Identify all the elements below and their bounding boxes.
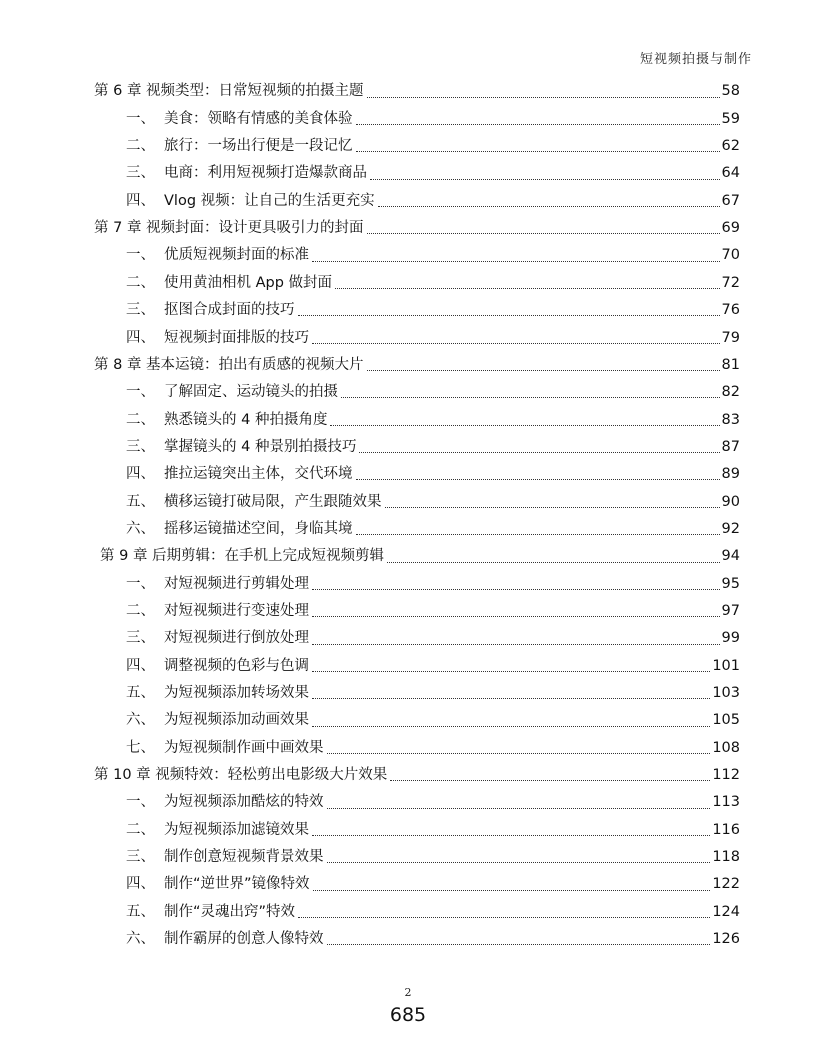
dot-leader: [327, 861, 711, 863]
toc-page-number: 118: [712, 849, 740, 866]
dot-leader: [312, 260, 720, 262]
toc-page-number: 87: [721, 438, 740, 455]
toc-page-number: 124: [712, 903, 740, 920]
dot-leader: [298, 916, 710, 918]
toc-section-number: 二、: [126, 821, 155, 838]
dot-leader: [312, 834, 710, 836]
toc-section-title: 调整视频的色彩与色调: [164, 657, 309, 674]
dot-leader: [370, 178, 720, 180]
toc-section-title: 为短视频添加动画效果: [164, 712, 309, 729]
toc-chapter-title: 第 8 章 基本运镜：拍出有质感的视频大片: [94, 356, 364, 373]
running-header: 短视频拍摄与制作: [639, 52, 752, 67]
toc-section-row[interactable]: [0, 105, 816, 132]
toc-page-number: 94: [721, 548, 740, 565]
toc-section-title: 制作创意短视频背景效果: [164, 849, 324, 866]
toc-page-number: 83: [721, 411, 740, 428]
toc-chapter-title: 第 7 章 视频封面：设计更具吸引力的封面: [94, 220, 364, 237]
toc-section-title: 熟悉镜头的 4 种拍摄角度: [164, 411, 328, 428]
toc-page-number: 112: [712, 767, 740, 784]
toc-section-title: 抠图合成封面的技巧: [164, 302, 295, 319]
toc-section-number: 五、: [126, 493, 155, 510]
toc-section-title: 制作“灵魂出窍”特效: [164, 903, 296, 920]
dot-leader: [359, 451, 719, 453]
toc-section-title: 为短视频制作画中画效果: [164, 739, 324, 756]
toc-section-title: 电商：利用短视频打造爆款商品: [164, 165, 367, 182]
toc-page-number: 58: [721, 83, 740, 100]
toc-section-number: 三、: [126, 165, 155, 182]
dot-leader: [313, 889, 711, 891]
toc-section-number: 四、: [126, 192, 155, 209]
dot-leader: [378, 205, 720, 207]
toc-section-row[interactable]: [0, 461, 816, 488]
toc-section-title: 掌握镜头的 4 种景别拍摄技巧: [164, 438, 357, 455]
toc-page-number: 67: [721, 192, 740, 209]
toc-section-row[interactable]: [0, 133, 816, 160]
toc-page-number: 81: [721, 356, 740, 373]
dot-leader: [312, 725, 710, 727]
toc-section-number: 二、: [126, 602, 155, 619]
toc-page-number: 79: [721, 329, 740, 346]
toc-section-number: 六、: [126, 520, 155, 537]
dot-leader: [367, 369, 720, 371]
toc-page-number: 59: [721, 110, 740, 127]
dot-leader: [356, 150, 720, 152]
toc-section-number: 六、: [126, 712, 155, 729]
toc-chapter-title: 第 10 章 视频特效：轻松剪出电影级大片效果: [94, 767, 388, 784]
toc-section-row[interactable]: [0, 269, 816, 296]
toc-section-row[interactable]: [0, 433, 816, 460]
toc-section-row[interactable]: [0, 926, 816, 953]
toc-section-row[interactable]: [0, 652, 816, 679]
toc-section-number: 四、: [126, 329, 155, 346]
toc-section-row[interactable]: [0, 844, 816, 871]
toc-section-row[interactable]: [0, 570, 816, 597]
toc-section-row[interactable]: [0, 160, 816, 187]
toc-page-number: 64: [721, 165, 740, 182]
toc-page-number: 101: [712, 657, 740, 674]
toc-section-title: 旅行：一场出行便是一段记忆: [164, 138, 353, 155]
toc-section-title: 使用黄油相机 App 做封面: [164, 274, 333, 291]
toc-section-number: 四、: [126, 657, 155, 674]
toc-page-number: 76: [721, 302, 740, 319]
dot-leader: [312, 670, 710, 672]
dot-leader: [327, 752, 711, 754]
dot-leader: [327, 943, 711, 945]
dot-leader: [356, 533, 720, 535]
toc-section-title: 美食：领略有情感的美食体验: [164, 110, 353, 127]
toc-section-number: 三、: [126, 438, 155, 455]
toc-section-row[interactable]: [0, 488, 816, 515]
toc-section-row[interactable]: [0, 379, 816, 406]
dot-leader: [312, 615, 720, 617]
toc-section-row[interactable]: [0, 324, 816, 351]
toc-page-number: 92: [721, 520, 740, 537]
toc-section-title: 了解固定、运动镜头的拍摄: [164, 384, 338, 401]
dot-leader: [298, 314, 720, 316]
toc-section-row[interactable]: [0, 187, 816, 214]
toc-section-number: 一、: [126, 110, 155, 127]
toc-section-row[interactable]: [0, 789, 816, 816]
toc-section-title: 短视频封面排版的技巧: [164, 329, 309, 346]
toc-section-number: 三、: [126, 849, 155, 866]
dot-leader: [327, 807, 711, 809]
toc-page-number: 89: [721, 466, 740, 483]
toc-page-number: 99: [721, 630, 740, 647]
toc-section-title: 为短视频添加滤镜效果: [164, 821, 309, 838]
toc-section-title: 为短视频添加酷炫的特效: [164, 794, 324, 811]
toc-section-number: 四、: [126, 466, 155, 483]
dot-leader: [330, 424, 719, 426]
toc-section-number: 二、: [126, 138, 155, 155]
dot-leader: [312, 697, 710, 699]
toc-section-number: 一、: [126, 794, 155, 811]
dot-leader: [367, 232, 720, 234]
dot-leader: [387, 561, 719, 563]
dot-leader: [312, 588, 720, 590]
dot-leader: [335, 287, 720, 289]
toc-chapter-title: 第 6 章 视频类型：日常短视频的拍摄主题: [94, 83, 364, 100]
toc-section-number: 六、: [126, 931, 155, 948]
toc-section-row[interactable]: [0, 680, 816, 707]
toc-section-title: 优质短视频封面的标准: [164, 247, 309, 264]
toc-section-number: 二、: [126, 411, 155, 428]
toc-section-row[interactable]: [0, 816, 816, 843]
toc-section-number: 四、: [126, 876, 155, 893]
table-of-contents: [0, 78, 816, 953]
toc-page-number: 62: [721, 138, 740, 155]
page-number-small: 2: [404, 986, 412, 999]
toc-page-number: 113: [712, 794, 740, 811]
toc-chapter-row[interactable]: [0, 762, 816, 789]
toc-section-title: 制作霸屏的创意人像特效: [164, 931, 324, 948]
toc-page-number: 97: [721, 602, 740, 619]
toc-section-number: 一、: [126, 575, 155, 592]
toc-section-title: Vlog 视频：让自己的生活更充实: [164, 192, 375, 209]
dot-leader: [312, 643, 720, 645]
dot-leader: [356, 478, 720, 480]
toc-section-title: 摇移运镜描述空间，身临其境: [164, 520, 353, 537]
toc-page-number: 82: [721, 384, 740, 401]
toc-section-row[interactable]: [0, 871, 816, 898]
toc-section-row[interactable]: [0, 707, 816, 734]
dot-leader: [356, 123, 720, 125]
toc-section-row[interactable]: [0, 242, 816, 269]
toc-section-title: 为短视频添加转场效果: [164, 684, 309, 701]
toc-page-number: 70: [721, 247, 740, 264]
toc-section-number: 一、: [126, 384, 155, 401]
toc-section-number: 二、: [126, 274, 155, 291]
dot-leader: [385, 506, 720, 508]
toc-page-number: 72: [721, 274, 740, 291]
toc-page-number: 95: [721, 575, 740, 592]
toc-section-row[interactable]: [0, 598, 816, 625]
toc-page-number: 69: [721, 220, 740, 237]
toc-page-number: 90: [721, 493, 740, 510]
toc-chapter-row[interactable]: [0, 351, 816, 378]
toc-section-title: 制作“逆世界”镜像特效: [164, 876, 310, 893]
toc-chapter-row[interactable]: [0, 78, 816, 105]
page-number-large: 685: [389, 1004, 427, 1026]
toc-section-title: 推拉运镜突出主体，交代环境: [164, 466, 353, 483]
toc-chapter-row[interactable]: [0, 543, 816, 570]
dot-leader: [341, 396, 720, 398]
toc-section-number: 五、: [126, 903, 155, 920]
toc-section-row[interactable]: [0, 406, 816, 433]
toc-section-title: 对短视频进行剪辑处理: [164, 575, 309, 592]
toc-chapter-row[interactable]: [0, 215, 816, 242]
dot-leader: [367, 96, 720, 98]
toc-section-number: 五、: [126, 684, 155, 701]
dot-leader: [390, 779, 710, 781]
toc-chapter-title: 第 9 章 后期剪辑：在手机上完成短视频剪辑: [100, 548, 385, 565]
toc-page-number: 103: [712, 684, 740, 701]
toc-page-number: 105: [712, 712, 740, 729]
toc-page-number: 126: [712, 931, 740, 948]
toc-section-number: 三、: [126, 630, 155, 647]
toc-section-row[interactable]: [0, 297, 816, 324]
dot-leader: [312, 342, 720, 344]
toc-section-title: 对短视频进行倒放处理: [164, 630, 309, 647]
toc-page-number: 108: [712, 739, 740, 756]
toc-section-row[interactable]: [0, 898, 816, 925]
toc-section-title: 对短视频进行变速处理: [164, 602, 309, 619]
toc-page-number: 122: [712, 876, 740, 893]
toc-section-row[interactable]: [0, 734, 816, 761]
toc-section-number: 七、: [126, 739, 155, 756]
toc-section-row[interactable]: [0, 516, 816, 543]
toc-section-row[interactable]: [0, 625, 816, 652]
toc-section-number: 一、: [126, 247, 155, 264]
toc-page-number: 116: [712, 821, 740, 838]
toc-section-title: 横移运镜打破局限，产生跟随效果: [164, 493, 382, 510]
toc-section-number: 三、: [126, 302, 155, 319]
